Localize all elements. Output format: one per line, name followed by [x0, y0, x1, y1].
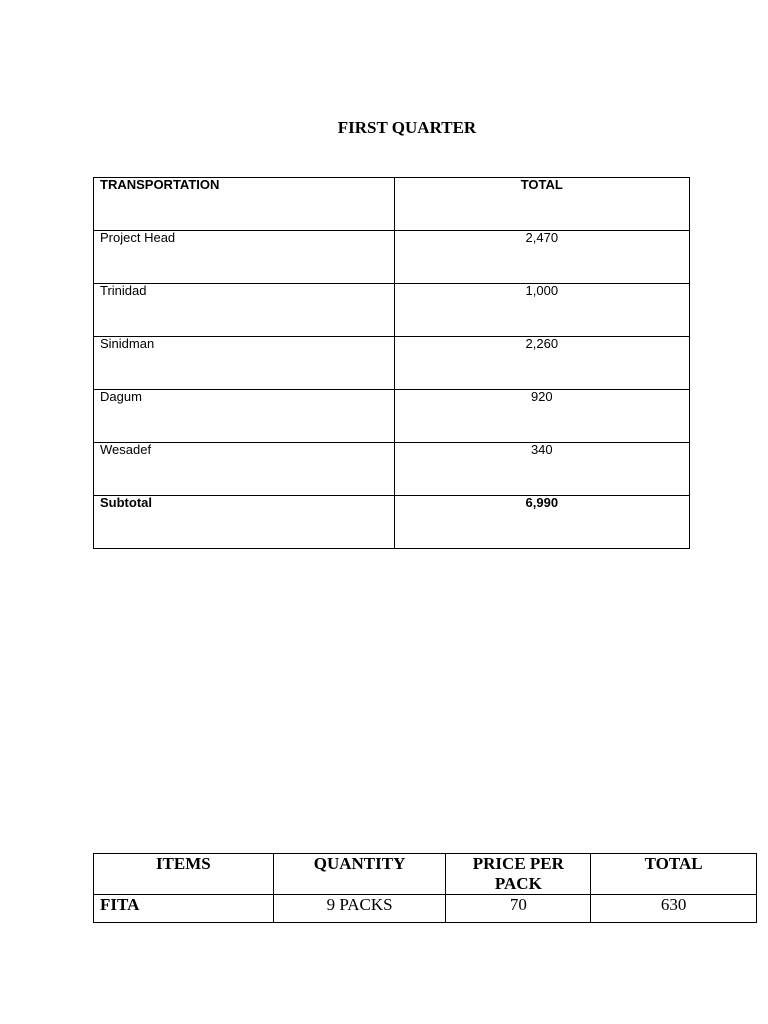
item-name: FITA	[94, 895, 274, 923]
subtotal-label: Subtotal	[94, 496, 395, 549]
row-name: Wesadef	[94, 443, 395, 496]
row-total: 2,260	[394, 337, 689, 390]
column-header-total: TOTAL	[591, 854, 757, 895]
row-total: 920	[394, 390, 689, 443]
table-row	[94, 443, 690, 496]
row-name: Dagum	[94, 390, 395, 443]
table-row	[94, 390, 690, 443]
table-row	[94, 337, 690, 390]
column-header-transportation: TRANSPORTATION	[94, 178, 395, 231]
table-header-row	[94, 178, 690, 231]
column-header-total: TOTAL	[394, 178, 689, 231]
row-total: 1,000	[394, 284, 689, 337]
row-name: Trinidad	[94, 284, 395, 337]
subtotal-value: 6,990	[394, 496, 689, 549]
table-row	[94, 895, 757, 923]
item-price: 70	[446, 895, 591, 923]
subtotal-row	[94, 496, 690, 549]
table-row	[94, 231, 690, 284]
row-total: 2,470	[394, 231, 689, 284]
items-table	[93, 853, 757, 923]
row-total: 340	[394, 443, 689, 496]
page-title: FIRST QUARTER	[337, 118, 477, 137]
row-name: Project Head	[94, 231, 395, 284]
item-quantity: 9 PACKS	[273, 895, 446, 923]
item-total: 630	[591, 895, 757, 923]
column-header-price-per-pack: PRICE PER PACK	[446, 854, 591, 895]
row-name: Sinidman	[94, 337, 395, 390]
table-header-row	[94, 854, 757, 895]
transportation-table	[93, 177, 690, 549]
column-header-quantity: QUANTITY	[273, 854, 446, 895]
table-row	[94, 284, 690, 337]
column-header-items: ITEMS	[94, 854, 274, 895]
